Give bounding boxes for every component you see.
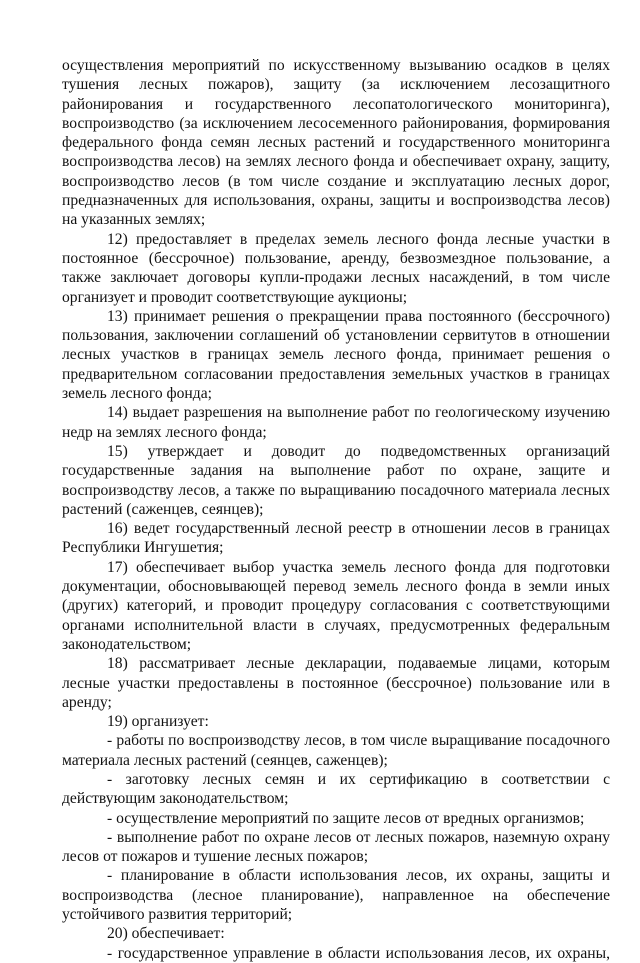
paragraph-item-19-sub-3: - осуществление мероприятий по защите лесов от вредных организмов; — [107, 809, 585, 827]
paragraph-continuation: осуществления мероприятий по искусственному вызыванию осадков в целях тушения лесных пожаров), защиту (за исключением лесозащитного районирования и государственного лесопатологического мониторинга), воспроизводство (за исключением лесосеменного районирования, формирования федерального фонда семян лесных растений и государственного мониторинга воспроизводства лесов) на землях лесного фонда и обеспечивает охрану, защиту, воспроизводство лесов (в том числе создание и эксплуатацию лесных дорог, предназначенных для использования, охраны, защиты и воспроизводства лесов) на указанных землях; — [62, 57, 610, 229]
paragraph-item-19-sub-1: - работы по воспроизводству лесов, в том числе выращивание посадочного материала лесных растений (сеянцев, саженцев); — [62, 732, 610, 769]
paragraph-item-19-sub-2: - заготовку лесных семян и их сертификацию в соответствии с действующим законодательством; — [62, 770, 610, 808]
document-page — [62, 56, 610, 963]
paragraph-item-20-sub-1: - государственное управление в области использования лесов, их охраны, — [107, 944, 610, 962]
paragraph-item-19-sub-4: - выполнение работ по охране лесов от лесных пожаров, наземную охрану лесов от пожаров и тушение лесных пожаров; — [62, 828, 610, 866]
paragraph-item-15: 15) утверждает и доводит до подведомственных организаций государственные задания на выполнение работ по охране, защите и воспроизводству лесов, а также по выращиванию посадочного материала лесных растений (саженцев, сеянцев); — [62, 442, 610, 518]
paragraph-item-12: 12) предоставляет в пределах земель лесного фонда лесные участки в постоянное (бессрочное) пользование, аренду, безвозмездное пользование, а также заключает договоры купли-продажи лесных насаждений, в том числе организует и проводит соответствующие аукционы; — [62, 230, 610, 306]
paragraph-item-17: 17) обеспечивает выбор участка земель лесного фонда для подготовки документации, обосновывающей перевод земель лесного фонда в земли иных (других) категорий, и проводит процедуру согласования с соответствующими органами исполнительной власти в случаях, предусмотренных федеральным законодательством; — [62, 558, 610, 653]
paragraph-item-20: 20) обеспечивает: — [107, 925, 225, 943]
paragraph-item-16: 16) ведет государственный лесной реестр в отношении лесов в границах Республики Ингушетия; — [62, 520, 610, 557]
paragraph-item-19: 19) организует: — [107, 713, 209, 731]
paragraph-item-18: 18) рассматривает лесные декларации, подаваемые лицами, которым лесные участки предоставлены в постоянное (бессрочное) пользование или в аренду; — [62, 655, 610, 711]
paragraph-item-13: 13) принимает решения о прекращении права постоянного (бессрочного) пользования, заключении соглашений об установлении сервитутов в отношении лесных участков в границах земель лесного фонда, принимает решения о предварительном согласовании предоставления земельных участков в границах земель лесного фонда; — [62, 307, 610, 403]
paragraph-item-14: 14) выдает разрешения на выполнение работ по геологическому изучению недр на землях лесного фонда; — [62, 404, 610, 441]
paragraph-item-19-sub-5: - планирование в области использования лесов, их охраны, защиты и воспроизводства (лесное планирование), направленное на обеспечение устойчивого развития территорий; — [62, 867, 610, 924]
